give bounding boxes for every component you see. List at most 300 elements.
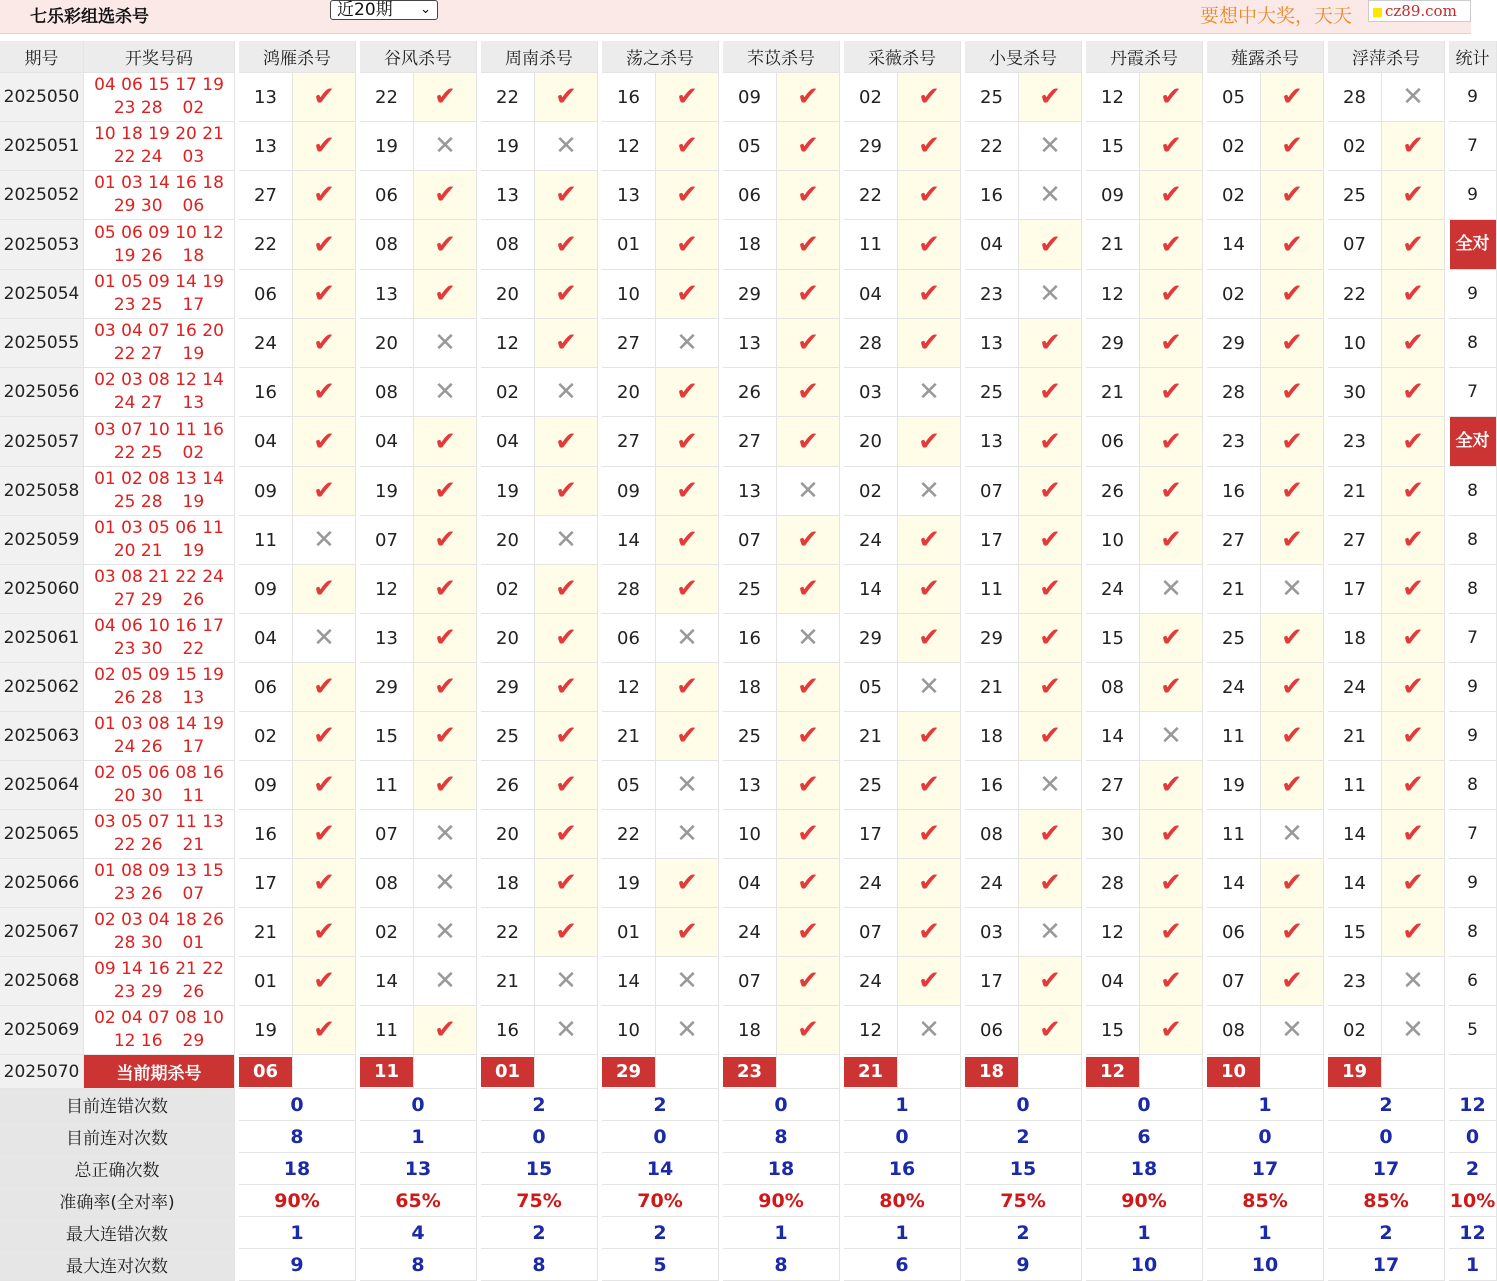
kill-number-cell: 04 xyxy=(723,859,777,908)
kill-number-table xyxy=(0,41,1497,1281)
kill-number-cell: 24 xyxy=(1207,663,1261,712)
check-icon: ✔ xyxy=(1140,417,1203,467)
check-icon: ✔ xyxy=(1019,516,1082,565)
summary-value: 9 xyxy=(239,1249,356,1281)
check-icon: ✔ xyxy=(1140,957,1203,1006)
kill-number-cell: 26 xyxy=(481,761,535,810)
draw-numbers-cell xyxy=(84,319,235,368)
kill-number-cell: 08 xyxy=(965,810,1019,859)
draw-main-numbers: 28 30 xyxy=(113,933,163,953)
kill-number-cell: 12 xyxy=(360,565,414,614)
kill-number-cell: 27 xyxy=(602,417,656,467)
kill-number-cell: 05 xyxy=(723,122,777,171)
kill-number-cell: 29 xyxy=(844,614,898,663)
summary-stat-value: 0 xyxy=(1449,1121,1497,1153)
kill-number-cell: 25 xyxy=(965,73,1019,122)
header-expert[interactable]: 荡之杀号 xyxy=(602,41,719,73)
summary-value: 0 xyxy=(844,1121,961,1153)
check-icon: ✔ xyxy=(293,1006,356,1055)
summary-value: 17 xyxy=(1328,1249,1445,1281)
draw-main-numbers: 23 29 xyxy=(113,982,163,1002)
check-icon: ✔ xyxy=(777,761,840,810)
stat-value: 7 xyxy=(1467,628,1478,648)
check-icon: ✔ xyxy=(1261,761,1324,810)
draw-numbers-cell xyxy=(84,859,235,908)
check-icon: ✔ xyxy=(1019,368,1082,417)
summary-value: 0 xyxy=(481,1121,598,1153)
kill-number-cell: 25 xyxy=(844,761,898,810)
stat-value: 8 xyxy=(1467,922,1478,942)
cross-icon: ✕ xyxy=(1140,565,1203,614)
current-period-row xyxy=(0,1055,1497,1089)
draw-main-line-2 xyxy=(84,146,234,169)
kill-number-cell: 06 xyxy=(965,1006,1019,1055)
check-icon: ✔ xyxy=(1019,467,1082,516)
kill-number-cell: 10 xyxy=(723,810,777,859)
draw-special-number: 02 xyxy=(182,442,205,463)
summary-value: 16 xyxy=(844,1153,961,1185)
kill-number-cell: 21 xyxy=(1328,467,1382,516)
draw-main-line-2 xyxy=(84,245,234,268)
stat-value: 9 xyxy=(1467,726,1478,746)
check-icon: ✔ xyxy=(656,908,719,957)
kill-number-cell: 02 xyxy=(481,368,535,417)
kill-number-cell: 25 xyxy=(965,368,1019,417)
cross-icon: ✕ xyxy=(535,957,598,1006)
cross-icon: ✕ xyxy=(656,614,719,663)
summary-value: 0 xyxy=(239,1089,356,1121)
summary-value: 1 xyxy=(1207,1217,1324,1249)
kill-number-cell: 07 xyxy=(1207,957,1261,1006)
summary-value: 8 xyxy=(239,1121,356,1153)
stat-cell xyxy=(1449,810,1497,859)
check-icon: ✔ xyxy=(898,712,961,761)
draw-special-number: 01 xyxy=(182,933,205,953)
current-kill-number xyxy=(360,1055,414,1089)
kill-number-cell: 21 xyxy=(239,908,293,957)
draw-main-line-2 xyxy=(84,97,234,120)
kill-number-cell: 10 xyxy=(1086,516,1140,565)
cross-icon: ✕ xyxy=(293,516,356,565)
check-icon: ✔ xyxy=(777,663,840,712)
kill-number-cell: 11 xyxy=(360,1006,414,1055)
check-icon: ✔ xyxy=(777,270,840,319)
current-empty-cell xyxy=(1261,1055,1324,1089)
cross-icon: ✕ xyxy=(1019,270,1082,319)
check-icon: ✔ xyxy=(1382,319,1445,368)
header-expert[interactable]: 谷风杀号 xyxy=(360,41,477,73)
issue-cell: 2025063 xyxy=(0,712,84,761)
check-icon: ✔ xyxy=(1019,859,1082,908)
check-icon: ✔ xyxy=(293,220,356,270)
kill-number-cell: 28 xyxy=(1207,368,1261,417)
cross-icon: ✕ xyxy=(1382,73,1445,122)
kill-number-cell: 14 xyxy=(1086,712,1140,761)
check-icon: ✔ xyxy=(1140,122,1203,171)
stat-value: 7 xyxy=(1467,824,1478,844)
kill-number-cell: 12 xyxy=(844,1006,898,1055)
check-icon: ✔ xyxy=(535,859,598,908)
cross-icon: ✕ xyxy=(777,614,840,663)
cross-icon: ✕ xyxy=(1382,1006,1445,1055)
stat-value: 8 xyxy=(1467,579,1478,599)
kill-number-cell: 22 xyxy=(602,810,656,859)
issue-cell: 2025068 xyxy=(0,957,84,1006)
check-icon: ✔ xyxy=(1382,516,1445,565)
kill-number-cell: 11 xyxy=(1207,712,1261,761)
kill-number-cell: 01 xyxy=(239,957,293,1006)
check-icon: ✔ xyxy=(293,565,356,614)
current-kill-value: 19 xyxy=(1328,1057,1381,1087)
draw-numbers-cell xyxy=(84,712,235,761)
summary-value: 18 xyxy=(1086,1153,1203,1185)
kill-number-cell: 16 xyxy=(965,171,1019,220)
draw-main-line-2 xyxy=(84,589,234,612)
kill-number-cell: 28 xyxy=(602,565,656,614)
draw-special-number: 17 xyxy=(182,737,205,757)
kill-number-cell: 17 xyxy=(1328,565,1382,614)
table-row xyxy=(0,908,1497,957)
summary-row xyxy=(0,1249,1497,1281)
kill-number-cell: 11 xyxy=(1328,761,1382,810)
kill-number-cell: 22 xyxy=(360,73,414,122)
check-icon: ✔ xyxy=(293,859,356,908)
check-icon: ✔ xyxy=(1382,810,1445,859)
kill-number-cell: 02 xyxy=(1328,1006,1382,1055)
check-icon: ✔ xyxy=(898,417,961,467)
cross-icon: ✕ xyxy=(1019,761,1082,810)
check-icon: ✔ xyxy=(656,467,719,516)
kill-number-cell: 02 xyxy=(1207,171,1261,220)
stat-cell xyxy=(1449,73,1497,122)
summary-row xyxy=(0,1089,1497,1121)
kill-number-cell: 12 xyxy=(481,319,535,368)
cross-icon: ✕ xyxy=(656,957,719,1006)
kill-number-cell: 17 xyxy=(239,859,293,908)
check-icon: ✔ xyxy=(535,565,598,614)
issue-cell: 2025061 xyxy=(0,614,84,663)
kill-number-cell: 13 xyxy=(239,122,293,171)
draw-main-line-2 xyxy=(84,981,234,1004)
top-bar xyxy=(0,0,1471,34)
summary-value: 1 xyxy=(844,1089,961,1121)
draw-main-line-1: 10 18 19 20 21 xyxy=(94,124,224,144)
kill-number-cell: 14 xyxy=(602,516,656,565)
site-logo[interactable] xyxy=(1368,0,1471,22)
check-icon: ✔ xyxy=(1261,270,1324,319)
draw-main-line-1: 01 08 09 13 15 xyxy=(94,861,224,881)
check-icon: ✔ xyxy=(1382,908,1445,957)
draw-special-number: 13 xyxy=(182,393,205,413)
check-icon: ✔ xyxy=(414,663,477,712)
period-select[interactable] xyxy=(330,0,438,20)
check-icon: ✔ xyxy=(656,417,719,467)
kill-number-cell: 21 xyxy=(1207,565,1261,614)
current-kill-value: 23 xyxy=(723,1057,776,1087)
header-expert[interactable]: 芣苡杀号 xyxy=(723,41,840,73)
draw-main-numbers: 25 28 xyxy=(113,492,163,512)
draw-main-line-2 xyxy=(84,195,234,218)
draw-main-numbers: 23 26 xyxy=(113,884,163,904)
check-icon: ✔ xyxy=(1382,663,1445,712)
kill-number-cell: 07 xyxy=(844,908,898,957)
stat-value: 9 xyxy=(1467,87,1478,107)
draw-main-line-1: 01 03 14 16 18 xyxy=(94,173,224,193)
stat-value: 8 xyxy=(1467,775,1478,795)
kill-number-cell: 13 xyxy=(360,270,414,319)
summary-row xyxy=(0,1121,1497,1153)
draw-main-line-1: 04 06 10 16 17 xyxy=(94,616,224,636)
cross-icon: ✕ xyxy=(1261,565,1324,614)
check-icon: ✔ xyxy=(1140,467,1203,516)
logo-square-icon xyxy=(1373,8,1382,17)
draw-special-number: 07 xyxy=(182,884,205,904)
summary-value: 2 xyxy=(481,1089,598,1121)
cross-icon: ✕ xyxy=(414,859,477,908)
draw-numbers-cell xyxy=(84,516,235,565)
summary-stat-value: 10% xyxy=(1449,1185,1497,1217)
stat-cell xyxy=(1449,565,1497,614)
draw-special-number: 17 xyxy=(182,295,205,315)
all-correct-badge xyxy=(1449,417,1497,467)
kill-number-cell: 06 xyxy=(1207,908,1261,957)
check-icon: ✔ xyxy=(414,220,477,270)
check-icon: ✔ xyxy=(777,516,840,565)
kill-number-cell: 07 xyxy=(723,516,777,565)
kill-number-cell: 19 xyxy=(602,859,656,908)
kill-number-cell: 21 xyxy=(844,712,898,761)
cross-icon: ✕ xyxy=(535,1006,598,1055)
check-icon: ✔ xyxy=(535,761,598,810)
kill-number-cell: 28 xyxy=(1328,73,1382,122)
check-icon: ✔ xyxy=(1382,712,1445,761)
kill-number-cell: 27 xyxy=(239,171,293,220)
cross-icon: ✕ xyxy=(414,957,477,1006)
check-icon: ✔ xyxy=(656,171,719,220)
cross-icon: ✕ xyxy=(898,663,961,712)
header-expert[interactable]: 采薇杀号 xyxy=(844,41,961,73)
kill-number-cell: 02 xyxy=(1328,122,1382,171)
kill-number-cell: 08 xyxy=(1086,663,1140,712)
draw-main-line-1: 03 07 10 11 16 xyxy=(94,419,224,440)
kill-number-cell: 11 xyxy=(965,565,1019,614)
check-icon: ✔ xyxy=(777,171,840,220)
draw-numbers-cell xyxy=(84,810,235,859)
table-row xyxy=(0,122,1497,171)
check-icon: ✔ xyxy=(656,663,719,712)
kill-number-cell: 02 xyxy=(844,73,898,122)
header-expert[interactable]: 小旻杀号 xyxy=(965,41,1082,73)
header-expert[interactable]: 丹霞杀号 xyxy=(1086,41,1203,73)
summary-value: 13 xyxy=(360,1153,477,1185)
kill-number-cell: 15 xyxy=(360,712,414,761)
check-icon: ✔ xyxy=(656,565,719,614)
check-icon: ✔ xyxy=(777,1006,840,1055)
kill-number-cell: 04 xyxy=(965,220,1019,270)
cross-icon: ✕ xyxy=(656,761,719,810)
summary-value: 85% xyxy=(1328,1185,1445,1217)
kill-number-cell: 18 xyxy=(723,663,777,712)
kill-number-cell: 12 xyxy=(1086,270,1140,319)
stat-value: 8 xyxy=(1467,530,1478,550)
kill-number-cell: 14 xyxy=(1328,810,1382,859)
kill-number-cell: 06 xyxy=(1086,417,1140,467)
kill-number-cell: 25 xyxy=(481,712,535,761)
draw-main-line-2 xyxy=(84,932,234,955)
check-icon: ✔ xyxy=(1382,171,1445,220)
check-icon: ✔ xyxy=(1140,516,1203,565)
check-icon: ✔ xyxy=(898,122,961,171)
kill-number-cell: 02 xyxy=(481,565,535,614)
header-expert[interactable]: 鸿雁杀号 xyxy=(239,41,356,73)
kill-number-cell: 26 xyxy=(723,368,777,417)
kill-number-cell: 02 xyxy=(360,908,414,957)
table-row xyxy=(0,957,1497,1006)
summary-value: 70% xyxy=(602,1185,719,1217)
kill-number-cell: 20 xyxy=(481,270,535,319)
kill-number-cell: 18 xyxy=(1328,614,1382,663)
draw-special-number: 26 xyxy=(182,590,205,610)
summary-value: 8 xyxy=(723,1121,840,1153)
issue-cell: 2025058 xyxy=(0,467,84,516)
check-icon: ✔ xyxy=(1019,614,1082,663)
issue-cell: 2025055 xyxy=(0,319,84,368)
check-icon: ✔ xyxy=(1261,957,1324,1006)
table-row xyxy=(0,712,1497,761)
check-icon: ✔ xyxy=(293,368,356,417)
kill-number-cell: 24 xyxy=(965,859,1019,908)
kill-number-cell: 13 xyxy=(360,614,414,663)
kill-number-cell: 18 xyxy=(723,1006,777,1055)
check-icon: ✔ xyxy=(535,467,598,516)
check-icon: ✔ xyxy=(1019,565,1082,614)
stat-value: 8 xyxy=(1467,481,1478,501)
table-row xyxy=(0,761,1497,810)
cross-icon: ✕ xyxy=(293,614,356,663)
stat-value: 9 xyxy=(1467,677,1478,697)
check-icon: ✔ xyxy=(656,220,719,270)
kill-number-cell: 29 xyxy=(1086,319,1140,368)
check-icon: ✔ xyxy=(777,319,840,368)
check-icon: ✔ xyxy=(535,73,598,122)
check-icon: ✔ xyxy=(414,467,477,516)
check-icon: ✔ xyxy=(293,270,356,319)
cross-icon: ✕ xyxy=(656,319,719,368)
all-correct-badge xyxy=(1449,220,1497,270)
kill-number-cell: 14 xyxy=(602,957,656,1006)
header-expert[interactable]: 周南杀号 xyxy=(481,41,598,73)
header-issue: 期号 xyxy=(0,41,84,73)
check-icon: ✔ xyxy=(293,73,356,122)
table-row xyxy=(0,417,1497,467)
kill-number-cell: 28 xyxy=(844,319,898,368)
check-icon: ✔ xyxy=(898,319,961,368)
stat-value: 5 xyxy=(1467,1020,1478,1040)
current-kill-number xyxy=(965,1055,1019,1089)
kill-number-cell: 29 xyxy=(844,122,898,171)
kill-number-cell: 02 xyxy=(844,467,898,516)
check-icon: ✔ xyxy=(293,761,356,810)
draw-numbers-cell xyxy=(84,761,235,810)
cross-icon: ✕ xyxy=(1261,810,1324,859)
check-icon: ✔ xyxy=(414,270,477,319)
issue-cell: 2025066 xyxy=(0,859,84,908)
check-icon: ✔ xyxy=(898,614,961,663)
draw-main-numbers: 24 26 xyxy=(113,737,163,757)
draw-special-number: 21 xyxy=(182,835,205,855)
header-expert[interactable]: 薤露杀号 xyxy=(1207,41,1324,73)
chevron-down-icon: ⌄ xyxy=(420,2,431,17)
kill-number-cell: 14 xyxy=(1207,859,1261,908)
kill-number-cell: 17 xyxy=(965,516,1019,565)
logo-text: cz89.com xyxy=(1385,2,1457,20)
draw-main-numbers: 23 28 xyxy=(113,98,163,118)
kill-number-cell: 29 xyxy=(360,663,414,712)
check-icon: ✔ xyxy=(777,368,840,417)
summary-value: 90% xyxy=(1086,1185,1203,1217)
check-icon: ✔ xyxy=(535,220,598,270)
draw-main-numbers: 22 24 xyxy=(113,147,163,167)
kill-number-cell: 24 xyxy=(1328,663,1382,712)
check-icon: ✔ xyxy=(535,319,598,368)
draw-numbers-cell xyxy=(84,614,235,663)
check-icon: ✔ xyxy=(898,73,961,122)
summary-row xyxy=(0,1217,1497,1249)
kill-number-cell: 16 xyxy=(481,1006,535,1055)
check-icon: ✔ xyxy=(1140,859,1203,908)
stat-cell xyxy=(1449,712,1497,761)
summary-value: 80% xyxy=(844,1185,961,1217)
kill-number-cell: 09 xyxy=(723,73,777,122)
kill-number-cell: 11 xyxy=(1207,810,1261,859)
check-icon: ✔ xyxy=(1261,663,1324,712)
kill-number-cell: 16 xyxy=(602,73,656,122)
check-icon: ✔ xyxy=(1382,417,1445,467)
summary-value: 75% xyxy=(481,1185,598,1217)
kill-number-cell: 07 xyxy=(723,957,777,1006)
summary-label: 总正确次数 xyxy=(0,1153,235,1185)
kill-number-cell: 16 xyxy=(723,614,777,663)
draw-special-number: 26 xyxy=(182,982,205,1002)
current-kill-value: 10 xyxy=(1207,1057,1260,1087)
draw-main-line-1: 03 04 07 16 20 xyxy=(94,321,224,341)
kill-number-cell: 29 xyxy=(481,663,535,712)
kill-number-cell: 15 xyxy=(1086,1006,1140,1055)
summary-value: 2 xyxy=(481,1217,598,1249)
summary-value: 2 xyxy=(602,1217,719,1249)
check-icon: ✔ xyxy=(414,614,477,663)
kill-number-cell: 28 xyxy=(1086,859,1140,908)
summary-value: 18 xyxy=(723,1153,840,1185)
kill-number-cell: 17 xyxy=(844,810,898,859)
kill-number-cell: 04 xyxy=(360,417,414,467)
stat-cell xyxy=(1449,859,1497,908)
summary-value: 17 xyxy=(1207,1153,1324,1185)
check-icon: ✔ xyxy=(656,270,719,319)
header-draw: 开奖号码 xyxy=(84,41,235,73)
check-icon: ✔ xyxy=(1382,368,1445,417)
check-icon: ✔ xyxy=(1140,614,1203,663)
current-issue-cell: 2025070 xyxy=(0,1055,84,1089)
draw-main-numbers: 19 26 xyxy=(113,245,163,266)
summary-value: 2 xyxy=(965,1217,1082,1249)
current-empty-cell xyxy=(293,1055,356,1089)
draw-special-number: 13 xyxy=(182,688,205,708)
summary-value: 1 xyxy=(1086,1217,1203,1249)
check-icon: ✔ xyxy=(293,663,356,712)
draw-main-numbers: 23 25 xyxy=(113,295,163,315)
header-expert[interactable]: 浮萍杀号 xyxy=(1328,41,1445,73)
